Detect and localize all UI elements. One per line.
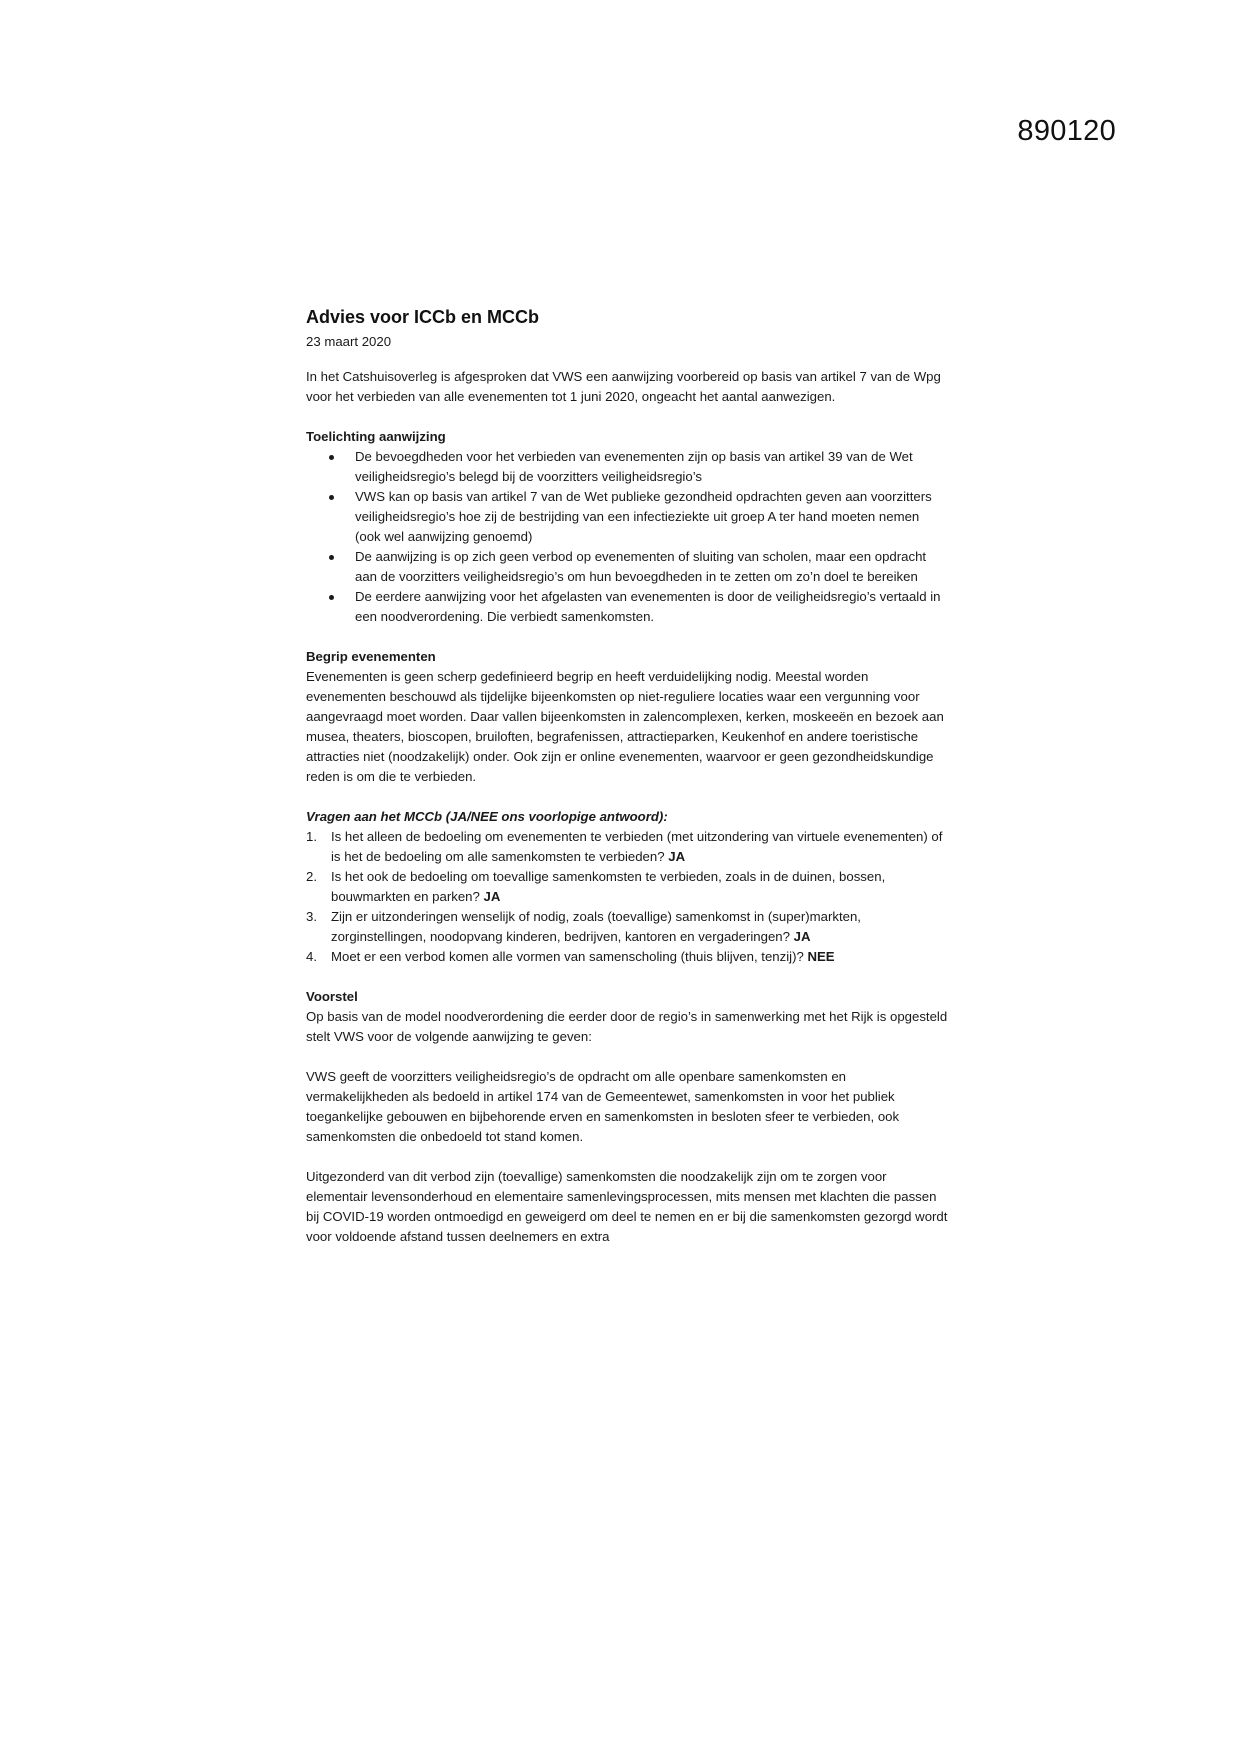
document-title: Advies voor ICCb en MCCb xyxy=(306,307,540,327)
question-answer: JA xyxy=(793,929,811,944)
question-text: Is het ook de bedoeling om toevallige samenkomsten te verbieden, zoals in de duinen, bossen, bouwmarkten en parken? xyxy=(331,869,886,904)
vragen-heading: Vragen aan het MCCb (JA/NEE ons voorlopige antwoord): xyxy=(306,809,668,824)
question-item xyxy=(306,867,948,907)
voorstel-paragraph: Uitgezonderd van dit verbod zijn (toevallige) samenkomsten die noodzakelijk zijn om te zorgen voor elementair levensonderhoud en elementaire samenlevingsprocessen, mits mensen met klachten die passen bij COVID-19 worden ontmoedigd en geweigerd om deel te nemen en er bij die samenkomsten gezorgd wordt voor voldoende afstand tussen deelnemers en extra xyxy=(306,1169,948,1244)
question-text: Moet er een verbod komen alle vormen van samenscholing (thuis blijven, tenzij)? xyxy=(331,949,804,964)
begrip-heading: Begrip evenementen xyxy=(306,649,436,664)
voorstel-paragraph: Op basis van de model noodverordening die eerder door de regio’s in samenwerking met het Rijk is opgesteld stelt VWS voor de volgende aanwijzing te geven: xyxy=(306,1009,948,1044)
document-date: 23 maart 2020 xyxy=(306,334,392,349)
question-answer: JA xyxy=(483,889,501,904)
question-number: 4. xyxy=(306,949,317,964)
list-item: De aanwijzing is op zich geen verbod op evenementen of sluiting van scholen, maar een opdracht aan de voorzitters veiligheidsregio’s om hun bevoegdheden in te zetten om zo’n doel te bereiken xyxy=(306,547,948,587)
voorstel-paragraph: VWS geeft de voorzitters veiligheidsregio’s de opdracht om alle openbare samenkomsten en vermakelijkheden als bedoeld in artikel 174 van de Gemeentewet, samenkomsten in voor het publiek toegankelijke gebouwen en bijbehorende erven en samenkomsten in besloten sfeer te verbieden, ook samenkomsten die onbedoeld tot stand komen. xyxy=(306,1069,900,1144)
voorstel-heading: Voorstel xyxy=(306,989,358,1004)
vragen-list xyxy=(306,827,948,967)
list-item: VWS kan op basis van artikel 7 van de Wet publieke gezondheid opdrachten geven aan voorzitters veiligheidsregio’s hoe zij de bestrijding van een infectieziekte uit groep A ter hand moeten nemen (ook wel aanwijzing genoemd) xyxy=(306,487,948,547)
question-item xyxy=(306,907,948,947)
question-answer: NEE xyxy=(807,949,835,964)
list-item: De eerdere aanwijzing voor het afgelasten van evenementen is door de veiligheidsregio’s vertaald in een noodverordening. Die verbiedt samenkomsten. xyxy=(306,587,948,627)
question-number: 3. xyxy=(306,909,317,924)
document-body xyxy=(306,305,948,1267)
question-item xyxy=(306,827,948,867)
question-number: 2. xyxy=(306,869,317,884)
question-text: Zijn er uitzonderingen wenselijk of nodig, zoals (toevallige) samenkomst in (super)markten, zorginstellingen, noodopvang kinderen, bedrijven, kantoren en vergaderingen? xyxy=(331,909,861,944)
list-item: De bevoegdheden voor het verbieden van evenementen zijn op basis van artikel 39 van de Wet veiligheidsregio’s belegd bij de voorzitters veiligheidsregio’s xyxy=(306,447,948,487)
question-text: Is het alleen de bedoeling om evenementen te verbieden (met uitzondering van virtuele evenementen) of is het de bedoeling om alle samenkomsten te verbieden? xyxy=(331,829,943,864)
intro-paragraph: In het Catshuisoverleg is afgesproken dat VWS een aanwijzing voorbereid op basis van artikel 7 van de Wpg voor het verbieden van alle evenementen tot 1 juni 2020, ongeacht het aantal aanwezigen. xyxy=(306,369,941,404)
question-answer: JA xyxy=(668,849,686,864)
begrip-paragraph: Evenementen is geen scherp gedefinieerd begrip en heeft verduidelijking nodig. Meestal worden evenementen beschouwd als tijdelijke bijeenkomsten op niet-reguliere locaties waar een vergunning voor aangevraagd moet worden. Daar vallen bijeenkomsten in zalencomplexen, kerken, moskeeën en bezoek aan musea, theaters, bioscopen, bruiloften, begrafenissen, attractieparken, Keukenhof en andere toeristische attracties niet (noodzakelijk) onder. Ook zijn er online evenementen, waarvoor er geen gezondheidskundige reden is om die te verbieden. xyxy=(306,669,944,784)
question-item xyxy=(306,947,948,967)
document-number: 890120 xyxy=(1017,115,1116,147)
toelichting-heading: Toelichting aanwijzing xyxy=(306,429,446,444)
question-number: 1. xyxy=(306,829,317,844)
toelichting-list xyxy=(306,447,948,627)
